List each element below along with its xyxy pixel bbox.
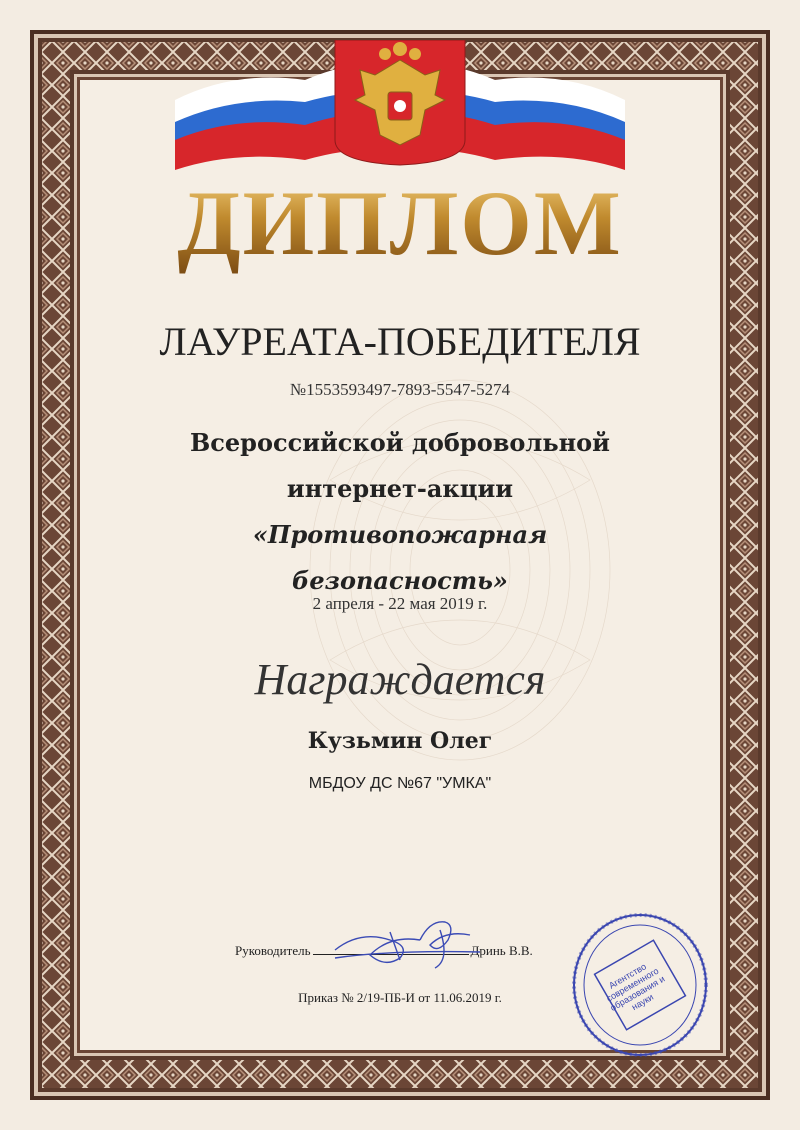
- event-name-line-2: безопасность»: [292, 566, 508, 595]
- event-title-line-1: Всероссийской добровольной: [190, 428, 610, 457]
- flag-and-coat-of-arms: [175, 40, 625, 180]
- coat-of-arms-icon: [335, 40, 465, 165]
- signatory-role: Руководитель: [235, 943, 311, 958]
- order-reference: Приказ № 2/19-ПБ-И от 11.06.2019 г.: [298, 990, 502, 1005]
- event-dates: 2 апреля - 22 мая 2019 г.: [312, 594, 488, 613]
- diploma-subtitle: ЛАУРЕАТА-ПОБЕДИТЕЛЯ: [159, 319, 641, 364]
- event-name-line-1: «Противопожарная: [252, 520, 548, 549]
- diploma-number: №1553593497-7893-5547-5274: [289, 380, 511, 399]
- awarded-heading: Награждается: [254, 655, 546, 704]
- recipient-name: Кузьмин Олег: [307, 728, 493, 754]
- recipient-organization: МБДОУ ДС №67 "УМКА": [308, 775, 492, 792]
- event-name: [0, 512, 800, 604]
- event-title-line-2: интернет-акции: [286, 474, 514, 503]
- stamp-center-text: Агентство современного образования и науки: [604, 961, 667, 1013]
- event-title: [0, 420, 800, 512]
- handwritten-signature: [330, 910, 490, 970]
- signatory-name: Дринь В.В.: [470, 943, 533, 958]
- diploma-title: ДИПЛОМ: [0, 170, 800, 276]
